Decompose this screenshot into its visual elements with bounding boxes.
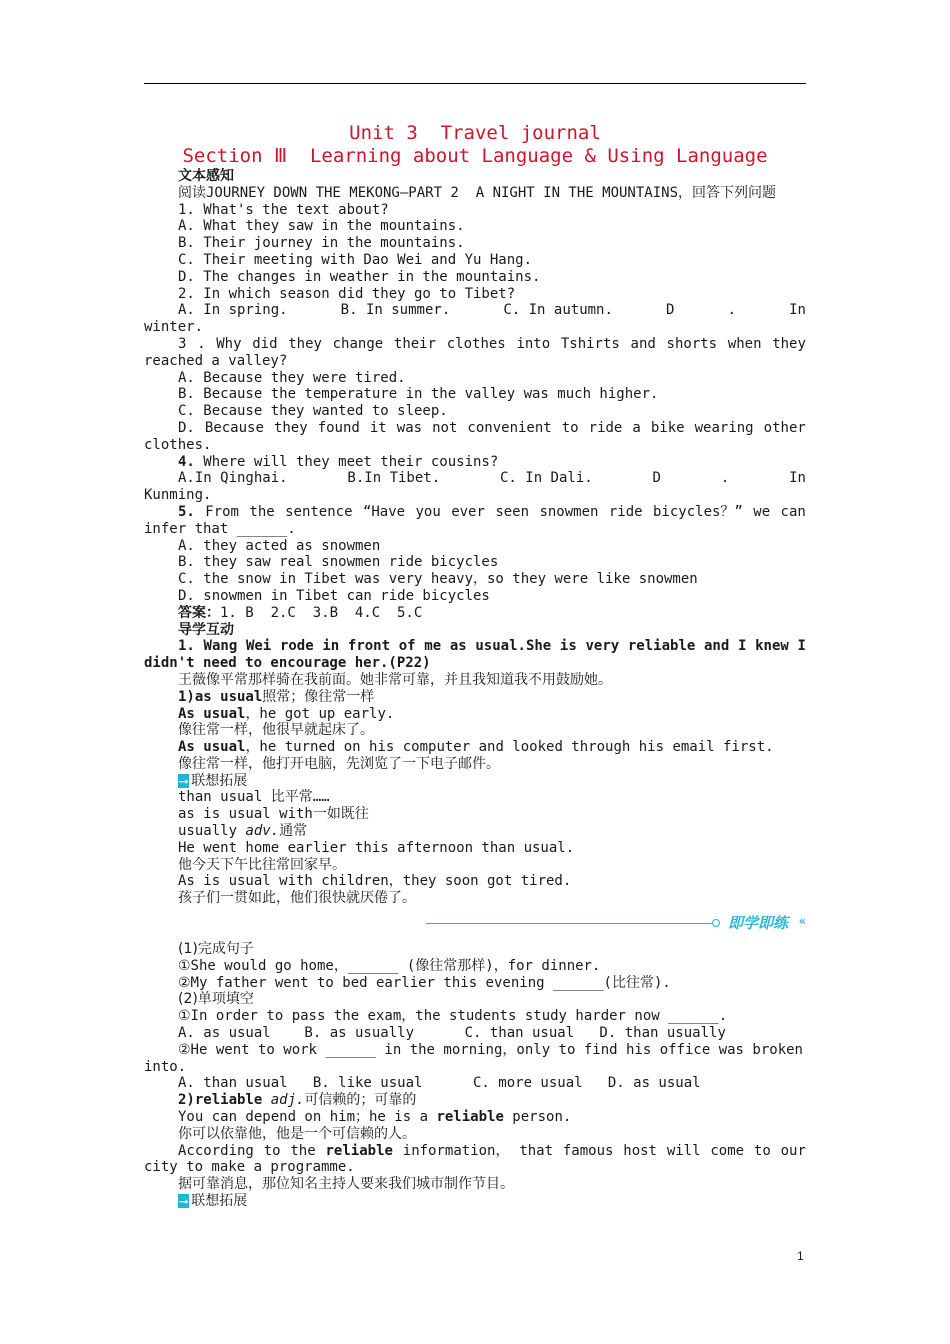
word: other <box>763 419 806 436</box>
word: they <box>288 335 322 352</box>
extension-4: He went home earlier this afternoon than usual. <box>178 839 575 856</box>
q2-stem: 2. In which season did they go to Tibet? <box>178 285 516 302</box>
word: in <box>322 638 340 655</box>
item1-example1-cn: 像往常一样，他很早就起床了。 <box>178 722 374 739</box>
answer-key <box>144 605 806 622</box>
q1-option-d: D. The changes in weather in the mountains. <box>178 268 541 285</box>
word: Wang <box>203 638 238 655</box>
extension-1: than usual 比平常…… <box>178 789 330 806</box>
banner-line <box>426 923 712 924</box>
word: front <box>347 638 391 655</box>
q2-option-a: A. In spring. <box>178 302 288 319</box>
header-rule <box>144 83 806 84</box>
q5-option-b: B. they saw real snowmen ride bicycles <box>178 554 499 571</box>
word: of <box>398 638 416 655</box>
q3-option-c: C. Because they wanted to sleep. <box>178 403 448 420</box>
word: you <box>415 503 441 520</box>
practice2-item-b-cont: into. <box>144 1058 187 1075</box>
q2-option-d-cont: winter. <box>144 319 204 336</box>
word: snowmen <box>539 503 599 520</box>
word: our <box>780 1142 806 1159</box>
word: knew <box>755 638 789 655</box>
word: ever <box>451 503 485 520</box>
word: usual.She <box>475 638 552 655</box>
word: Because <box>204 419 264 436</box>
q1-option-a: A. What they saw in the mountains. <box>178 218 465 235</box>
word: they <box>273 419 308 436</box>
word: ride <box>588 419 623 436</box>
word: information， <box>402 1142 510 1159</box>
q3-option-d-line2: clothes. <box>144 436 212 453</box>
item2-example2-line1 <box>144 1143 806 1160</box>
item2-example1-pre: You can depend on him；he is a <box>178 1109 437 1126</box>
q5-option-d: D. snowmen in Tibet can ride bicycles <box>178 587 490 604</box>
word: shorts <box>666 335 718 352</box>
word: did <box>252 335 278 352</box>
item2-example2-cn: 据可靠消息，那位知名主持人要来我们城市制作节目。 <box>178 1176 514 1193</box>
word: From <box>205 503 239 520</box>
word: Wei <box>245 638 272 655</box>
q5-stem-line2: infer that ______. <box>144 520 296 537</box>
item2-extension-label <box>144 1193 806 1210</box>
q4-option-a: A.In Qinghai. <box>178 470 288 487</box>
word: when <box>727 335 762 352</box>
practice1-item-b: ②My father went to bed earlier this evening ______(比往常). <box>178 974 671 991</box>
practice2-item-b: ②He went to work ______ in the morning，only to find his office was broken <box>178 1041 803 1058</box>
item2-example1-term: reliable <box>436 1109 504 1126</box>
q4-text: Where will they meet their cousins? <box>194 453 499 470</box>
q3-option-a: A. Because they were tired. <box>178 369 406 386</box>
item2-example1-post: person. <box>503 1109 572 1126</box>
word: and <box>704 638 730 655</box>
word: to <box>561 419 579 436</box>
q1-stem: 1. What's the text about? <box>178 201 389 218</box>
extension-5-cn: 孩子们一贯如此，他们很快就厌倦了。 <box>178 890 416 907</box>
word: D. <box>178 419 195 436</box>
q2-options <box>144 302 806 319</box>
item1-term: 1)as usual <box>178 688 263 705</box>
item2-meaning: 可信赖的；可靠的 <box>304 1092 417 1109</box>
word: convenient <box>467 419 552 436</box>
q3-stem-line2: reached a valley? <box>144 352 288 369</box>
guide-heading: 导学互动 <box>178 621 234 638</box>
q4-option-d-text: In <box>789 470 806 487</box>
word: it <box>369 419 387 436</box>
double-chevron-icon: « <box>798 914 806 929</box>
item2-term: 2)reliable <box>178 1092 271 1109</box>
q4-stem <box>144 454 806 471</box>
word: host <box>623 1142 657 1159</box>
q3-option-d-line1 <box>144 420 806 437</box>
item1-example2-term: As usual <box>178 739 246 756</box>
word: the <box>290 1142 316 1159</box>
q2-option-d-dot: . <box>727 302 736 319</box>
q3-option-b: B. Because the temperature in the valley was much higher. <box>178 386 659 403</box>
item1-example2 <box>144 739 806 756</box>
item2-example1-cn: 你可以依靠他，他是一个可信赖的人。 <box>178 1125 416 1142</box>
extension-3-meaning: 通常 <box>279 823 308 840</box>
q4-option-d-letter: D <box>652 470 661 487</box>
word: 3 <box>178 335 187 352</box>
key-sentence-line2: didn't need to encourage her.(P22) <box>144 655 431 672</box>
word: I <box>737 638 747 655</box>
word: 1. <box>178 638 195 655</box>
word: rode <box>279 638 314 655</box>
practice2-item-a-options: A. as usual B. as usually C. than usual D. than usually <box>178 1025 726 1042</box>
item1-example2-rest: ，he turned on his computer and looked through his email first. <box>245 739 774 756</box>
reading-instruction: 阅读JOURNEY DOWN THE MEKONG—PART 2 A NIGHT IN THE MOUNTAINS，回答下列问题 <box>178 184 777 201</box>
answer-values: 1. B 2.C 3.B 4.C 5.C <box>220 604 423 621</box>
word: is <box>559 638 577 655</box>
word: to <box>753 1142 771 1159</box>
word: . <box>197 335 206 352</box>
word: was <box>396 419 423 436</box>
practice2-item-b-options: A. than usual B. like usual C. more usual D. as usual <box>178 1075 701 1092</box>
arrow-icon: ⟶ <box>180 773 188 788</box>
item2-pos: adj. <box>270 1092 305 1109</box>
word: we <box>753 503 771 520</box>
extension-3 <box>144 823 806 840</box>
word: very <box>585 638 620 655</box>
word: According <box>178 1142 254 1159</box>
extension-2: as is usual with一如既往 <box>178 806 369 823</box>
q3-stem-line1 <box>144 336 806 353</box>
word: clothes <box>446 335 506 352</box>
practice-banner <box>144 911 806 941</box>
word: a <box>632 419 641 436</box>
q1-option-c: C. Their meeting with Dao Wei and Yu Hang. <box>178 251 533 268</box>
section-title: Section Ⅲ Learning about Language & Using Language <box>182 145 768 167</box>
key-sentence-translation: 王薇像平常那样骑在我前面。她非常可靠，并且我知道我不用鼓励她。 <box>178 671 612 688</box>
item2-example1 <box>144 1109 806 1126</box>
q5-option-a: A. they acted as snowmen <box>178 537 381 554</box>
arrow-icon: ⟶ <box>180 1194 188 1209</box>
q4-option-d-dot: . <box>720 470 730 487</box>
q4-option-b: B.In Tibet. <box>347 470 441 487</box>
word: change <box>332 335 384 352</box>
q4-option-d-cont: Kunming. <box>144 487 212 504</box>
page-number: 1 <box>797 1249 804 1263</box>
reading-heading: 文本感知 <box>178 168 234 184</box>
item1-heading <box>144 689 806 706</box>
q5-stem-line1 <box>144 504 806 521</box>
word: that <box>519 1142 554 1159</box>
word: the <box>249 503 275 520</box>
unit-title: Unit 3 Travel journal <box>349 122 601 144</box>
q4-number: 4. <box>178 453 195 470</box>
practice2-heading: (2)单项填空 <box>178 991 254 1008</box>
word: seen <box>495 503 530 520</box>
banner-text: 即学即练 <box>727 914 788 933</box>
extension-label-text: 联想拓展 <box>191 772 248 789</box>
word: “Have <box>362 503 406 520</box>
q2-option-d-text: In <box>789 302 806 319</box>
q4-option-c: C. In Dali. <box>499 470 593 487</box>
extension-3-pos: adv. <box>245 823 280 840</box>
word: will <box>666 1142 701 1159</box>
q4-options <box>144 470 806 487</box>
word: I <box>797 638 806 655</box>
answer-label: 答案： <box>178 604 220 621</box>
q2-option-c: C. In autumn. <box>503 302 613 319</box>
word: as <box>449 638 467 655</box>
word: bicycles？” <box>653 503 743 520</box>
q1-option-b: B. Their journey in the mountains. <box>178 235 465 252</box>
item2-heading <box>144 1092 806 1109</box>
item2-extension-label-text: 联想拓展 <box>191 1193 248 1210</box>
word: bike <box>650 419 685 436</box>
item2-example2-line2: city to make a programme. <box>144 1159 355 1176</box>
q2-option-d-letter: D <box>666 302 675 319</box>
q5-option-c: C. the snow in Tibet was very heavy，so they were like snowmen <box>178 571 698 588</box>
word: not <box>432 419 458 436</box>
extension-label <box>144 773 806 790</box>
q2-option-b: B. In summer. <box>340 302 451 319</box>
item1-example1-term: As usual <box>178 705 246 722</box>
word: found <box>317 419 360 436</box>
word: come <box>710 1142 745 1159</box>
word: can <box>780 503 806 520</box>
word: Tshirts <box>560 335 620 352</box>
practice2-item-a: ①In order to pass the exam，the students study harder now ______. <box>178 1008 728 1025</box>
word: to <box>263 1142 281 1159</box>
word: reliable <box>325 1142 393 1159</box>
practice1-heading: (1)完成句子 <box>178 941 254 958</box>
extension-3-word: usually <box>178 823 246 840</box>
extension-5: As is usual with children，they soon got tired. <box>178 873 572 890</box>
word: their <box>393 335 437 352</box>
word: they <box>772 335 806 352</box>
extension-4-cn: 他今天下午比往常回家早。 <box>178 856 346 873</box>
word: and <box>630 335 656 352</box>
item1-example1-rest: ，he got up early. <box>245 705 395 722</box>
q5-number: 5. <box>178 503 195 520</box>
banner-dot <box>712 919 720 927</box>
word: Why <box>216 335 242 352</box>
word: famous <box>562 1142 614 1159</box>
practice1-item-a: ①She would go home，______ (像往常那样)，for dinner. <box>178 957 601 974</box>
word: ride <box>608 503 643 520</box>
word: reliable <box>627 638 696 655</box>
word: wearing <box>694 419 754 436</box>
word: me <box>424 638 442 655</box>
key-sentence-line1 <box>144 638 806 655</box>
item1-example2-cn: 像往常一样，他打开电脑，先浏览了一下电子邮件。 <box>178 755 500 772</box>
item1-meaning: 照常；像往常一样 <box>262 688 375 705</box>
document-page <box>144 122 806 1210</box>
word: sentence <box>285 503 353 520</box>
word: into <box>516 335 551 352</box>
item1-example1 <box>144 706 806 723</box>
